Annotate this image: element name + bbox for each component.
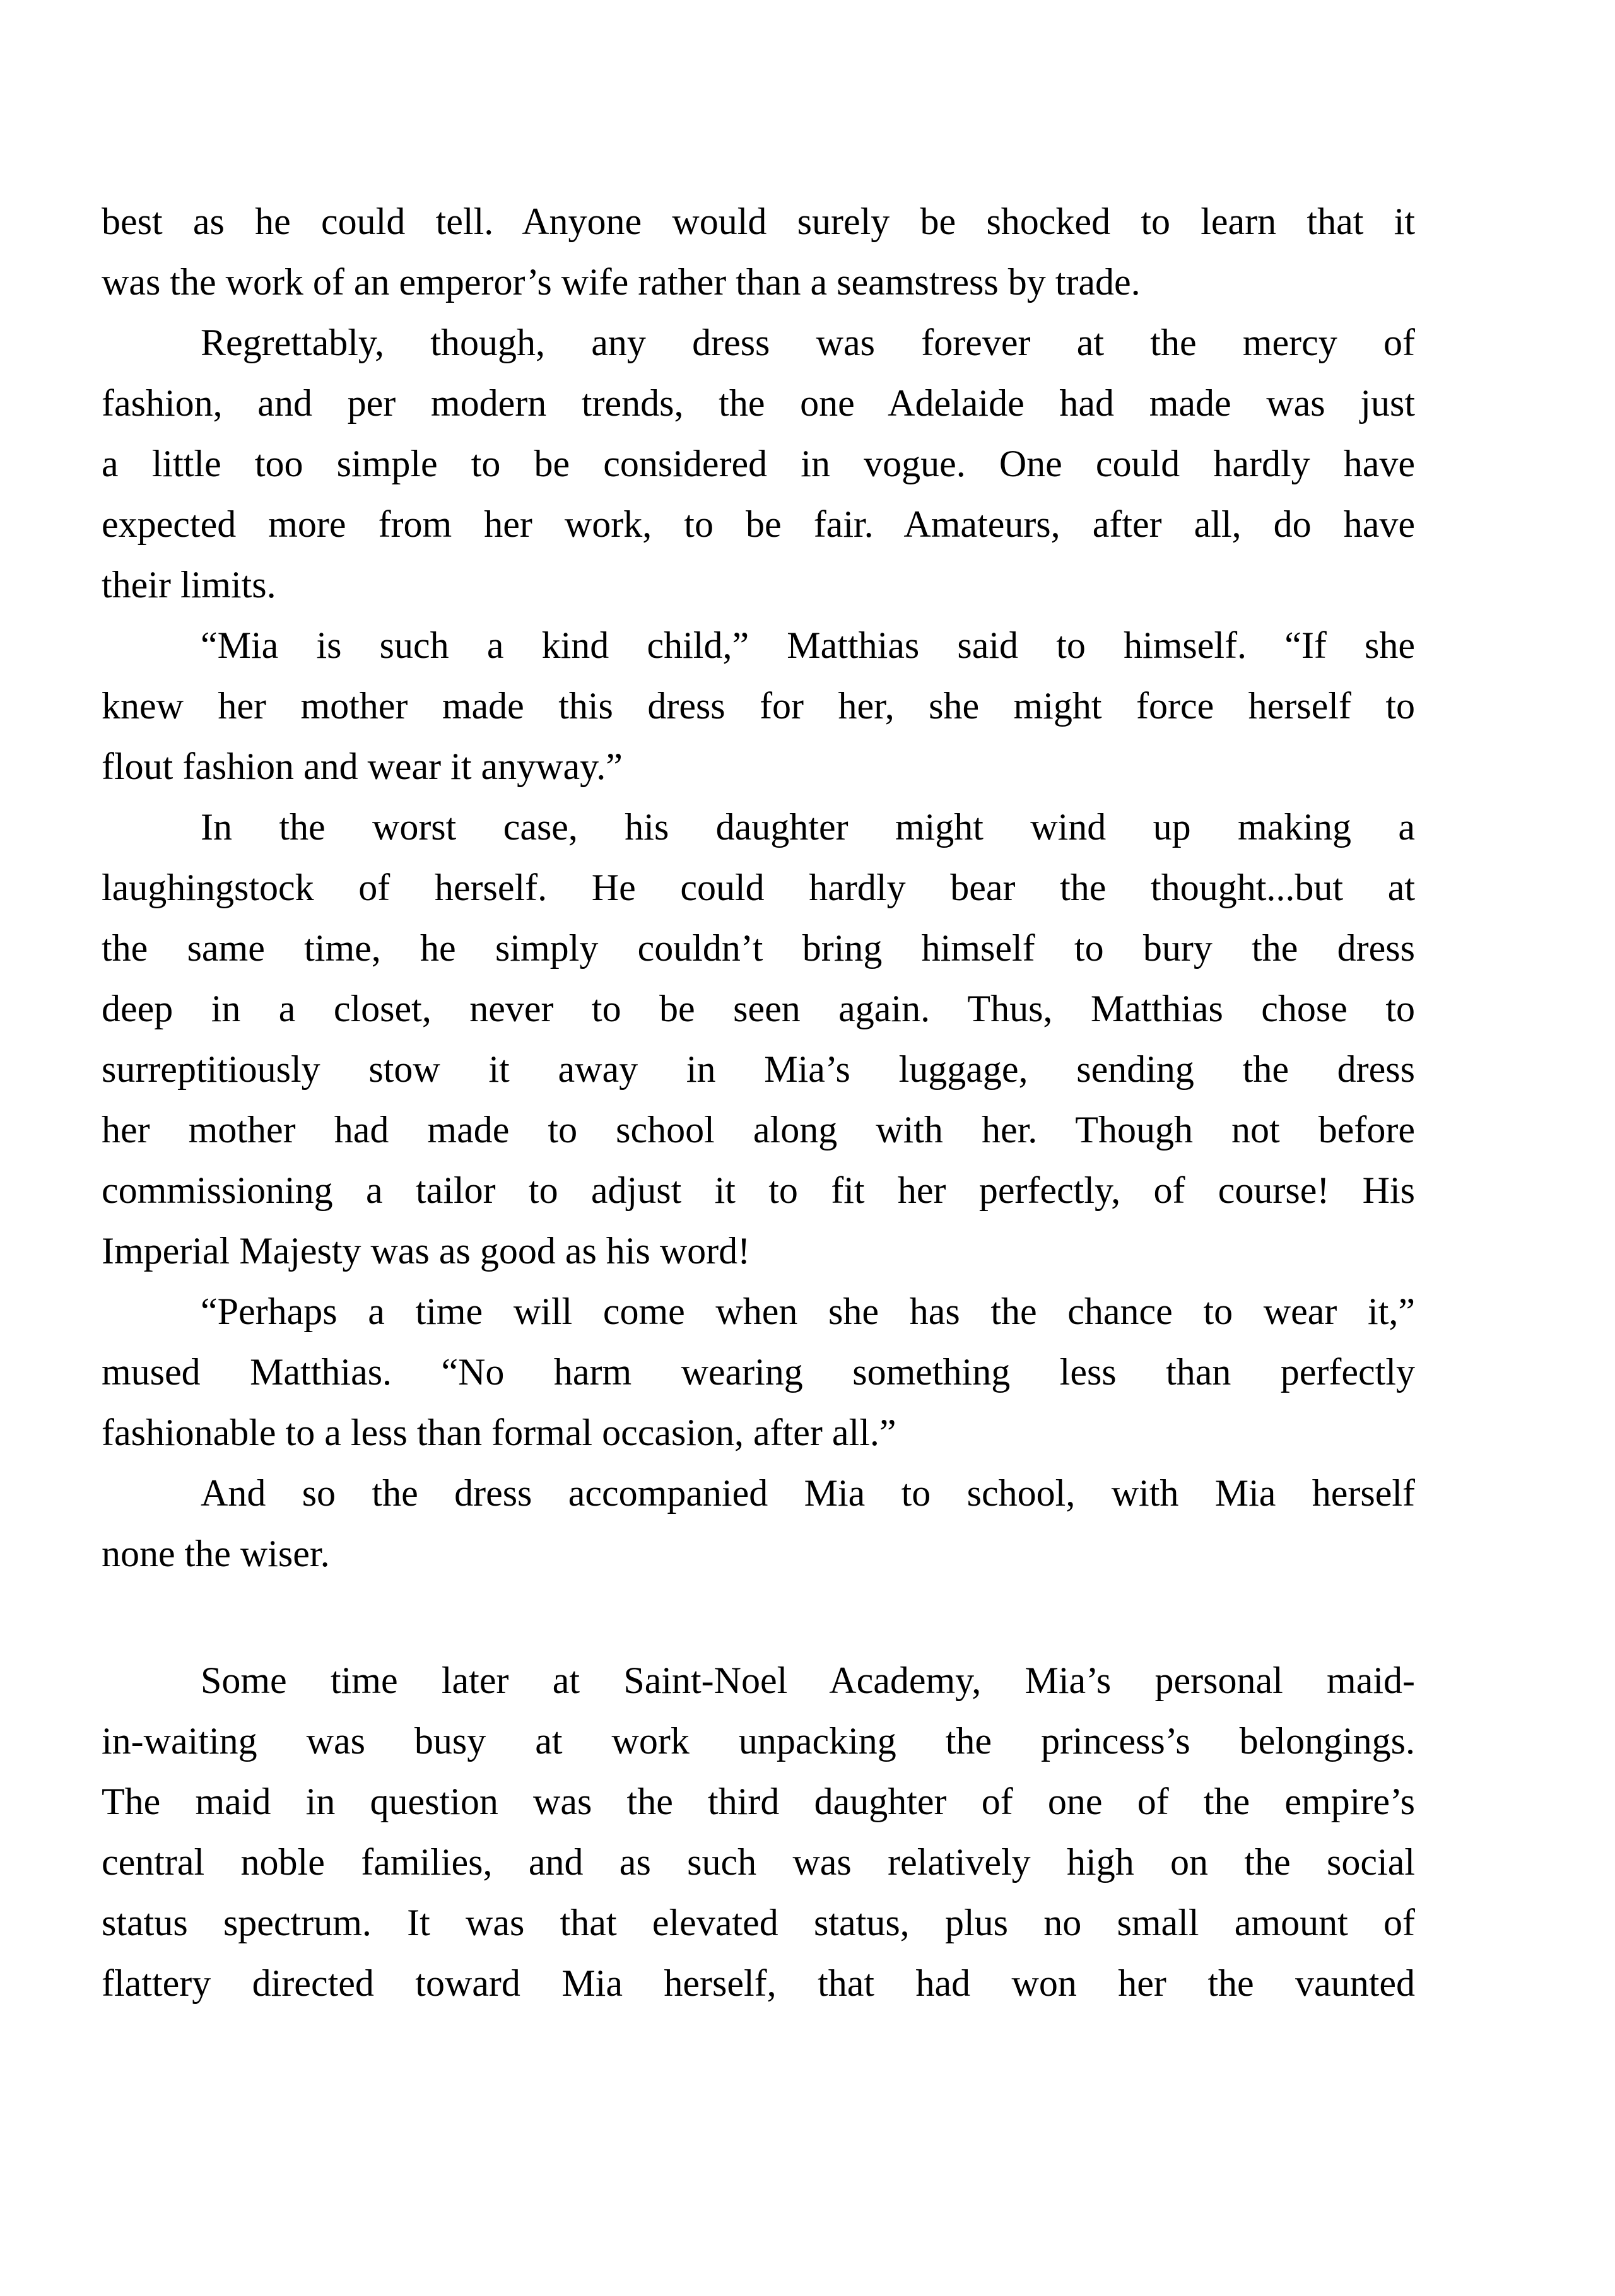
paragraph-4 xyxy=(102,797,1415,1281)
text-line: In the worst case, his daughter might wind up making a xyxy=(201,806,1415,848)
text-line: her mother had made to school along with her. Though not before xyxy=(102,1109,1415,1151)
paragraph-2 xyxy=(102,312,1415,615)
text-line: flattery directed toward Mia herself, that had won her the vaunted xyxy=(102,1962,1415,2004)
text-line: And so the dress accompanied Mia to school, with Mia herself xyxy=(201,1472,1415,1514)
paragraph-7 xyxy=(102,1650,1415,2013)
text-line: “Mia is such a kind child,” Matthias said to himself. “If she xyxy=(201,624,1415,666)
text-line: Imperial Majesty was as good as his word! xyxy=(102,1230,751,1272)
text-line: Some time later at Saint-Noel Academy, Mia’s personal maid- xyxy=(201,1660,1415,1701)
text-line: the same time, he simply couldn’t bring himself to bury the dress xyxy=(102,927,1415,969)
paragraph-5 xyxy=(102,1281,1415,1463)
text-line: in-waiting was busy at work unpacking the princess’s belongings. xyxy=(102,1720,1415,1762)
text-line: mused Matthias. “No harm wearing something less than perfectly xyxy=(102,1351,1415,1393)
text-line: commissioning a tailor to adjust it to fit her perfectly, of course! His xyxy=(102,1169,1415,1211)
text-line: best as he could tell. Anyone would surely be shocked to learn that it xyxy=(102,201,1415,242)
text-line: was the work of an emperor’s wife rather than a seamstress by trade. xyxy=(102,261,1141,303)
text-line: laughingstock of herself. He could hardly bear the thought...but at xyxy=(102,867,1415,908)
text-line: none the wiser. xyxy=(102,1533,330,1574)
text-line: deep in a closet, never to be seen again. Thus, Matthias chose to xyxy=(102,988,1415,1029)
text-line: knew her mother made this dress for her, she might force herself to xyxy=(102,685,1415,727)
text-line: central noble families, and as such was relatively high on the social xyxy=(102,1841,1415,1883)
text-line: “Perhaps a time will come when she has the chance to wear it,” xyxy=(201,1291,1415,1332)
text-line: expected more from her work, to be fair. Amateurs, after all, do have xyxy=(102,503,1415,545)
paragraph-1 xyxy=(102,191,1415,312)
text-line: fashionable to a less than formal occasion, after all.” xyxy=(102,1412,896,1453)
text-line: Regrettably, though, any dress was forever at the mercy of xyxy=(201,322,1415,363)
text-line: a little too simple to be considered in vogue. One could hardly have xyxy=(102,443,1415,484)
text-line: flout fashion and wear it anyway.” xyxy=(102,746,623,787)
text-line: their limits. xyxy=(102,564,276,606)
page-text xyxy=(102,191,1415,2013)
text-line: status spectrum. It was that elevated status, plus no small amount of xyxy=(102,1902,1415,1943)
paragraph-6 xyxy=(102,1463,1415,1584)
text-line: fashion, and per modern trends, the one Adelaide had made was just xyxy=(102,382,1415,424)
text-line: The maid in question was the third daughter of one of the empire’s xyxy=(102,1781,1415,1822)
text-line: surreptitiously stow it away in Mia’s luggage, sending the dress xyxy=(102,1048,1415,1090)
paragraph-3 xyxy=(102,615,1415,797)
